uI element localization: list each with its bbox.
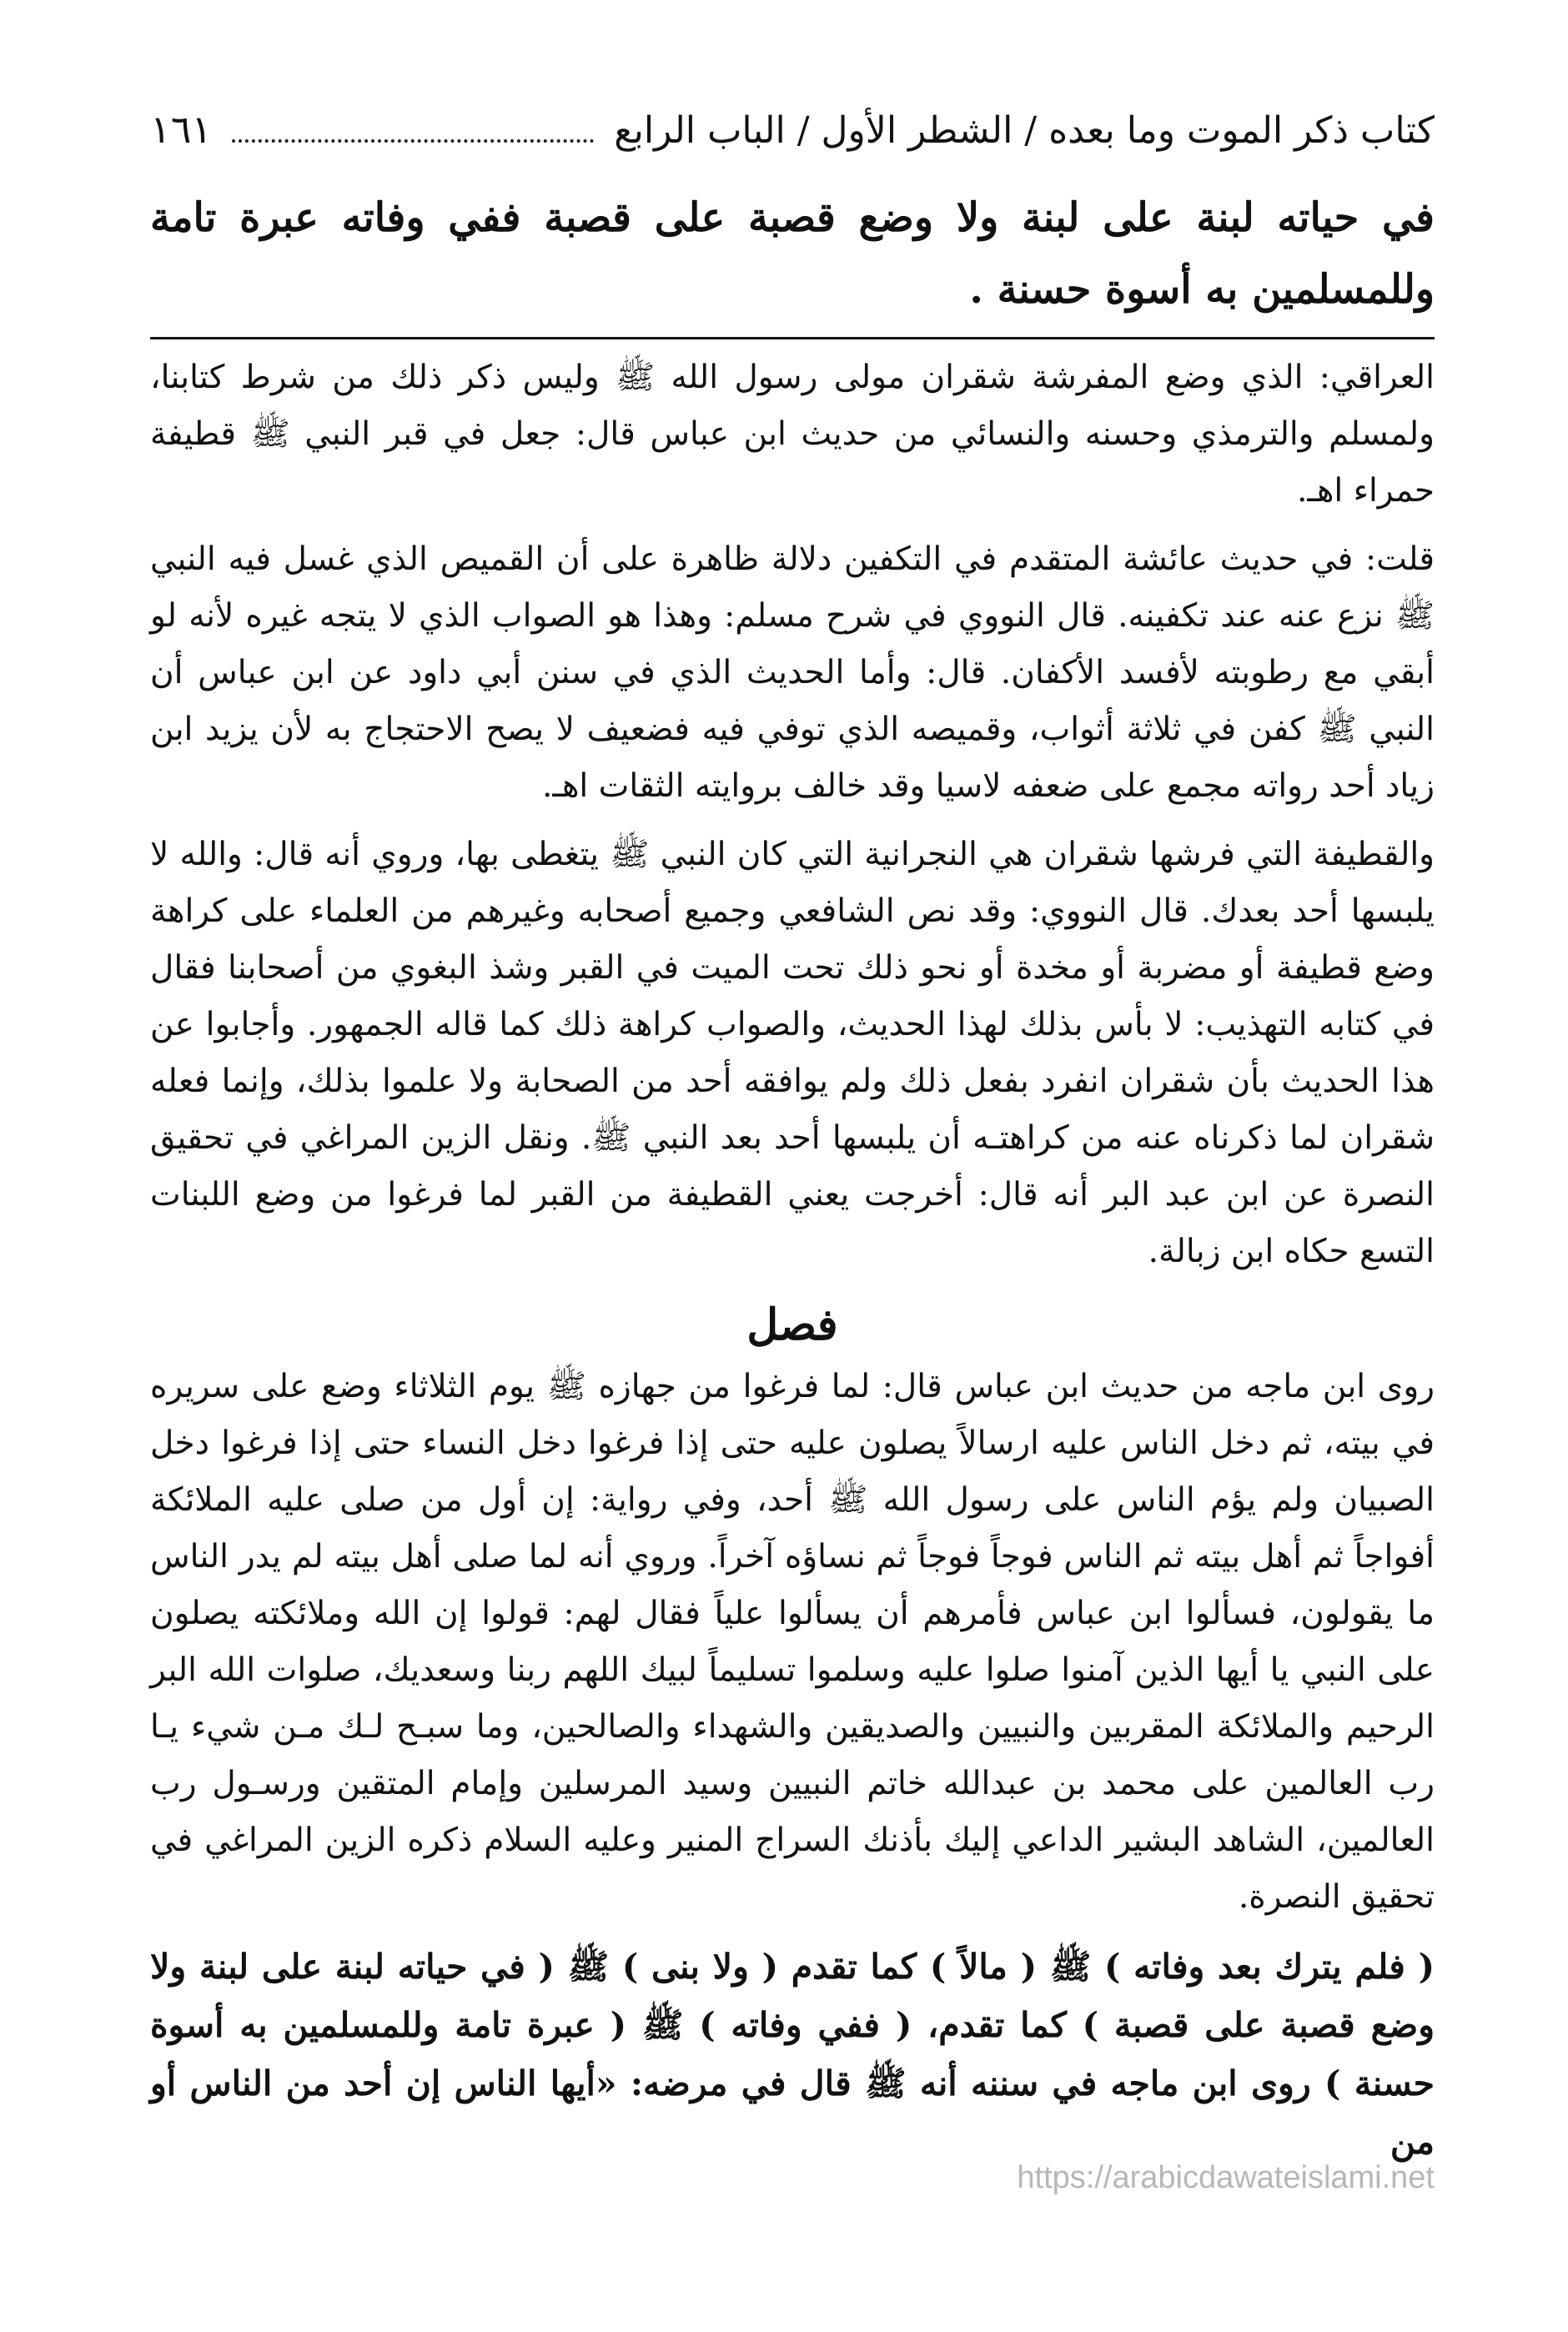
commentary-paragraph: والقطيفة التي فرشها شقران هي النجرانية التي كان النبي ﷺ يتغطى بها، وروي أنه قال: والله لا يلبسها أحد بعدك. قال النووي: وقد نص الشافعي وجميع أصحابه وغيرهم من العلماء على كراهة وضع قطيفة أو مضربة أو مخدة أو نحو ذلك تحت الميت في القبر وشذ البغوي من أصحابنا فقال في كتابه التهذيب: لا بأس بذلك لهذا الحديث، والصواب كراهة ذلك كما قاله الجمهور. وأجابوا عن هذا الحديث بأن شقران انفرد بفعل ذلك ولم يوافقه أحد من الصحابة ولا علموا بذلك، وإنما فعله شقران لما ذكرناه عنه من كراهتـه أن يلبسها أحد بعد النبي ﷺ. ونقل الزين المراغي في تحقيق النصرة عن ابن عبد البر أنه قال: أخرجت يعني القطيفة من القبر لما فرغوا من وضع اللبنات التسع حكاه ابن زبالة.: [150, 836, 1435, 1270]
leader-dots: [232, 139, 594, 143]
section-heading: فصل: [746, 1299, 838, 1350]
book-page: [150, 100, 1435, 2269]
commentary-paragraph: قلت: في حديث عائشة المتقدم في التكفين دلالة ظاهرة على أن القميص الذي غسل فيه النبي ﷺ نزع عنه عند تكفينه. قال النووي في شرح مسلم: وهذا هو الصواب الذي لا يتجه غيره لأنه لو أبقي مع رطوبته لأفسد الأكفان. قال: وأما الحديث الذي في سنن أبي داود عن ابن عباس أن النبي ﷺ كفن في ثلاثة أثواب، وقميصه الذي توفي فيه فضعيف لا يصح الاحتجاج به لأن يزيد ابن زياد أحد رواته مجمع على ضعفه لاسيا وقد خالف بروايته الثقات اهـ.: [150, 540, 1435, 805]
watermark-url: https://arabicdawateislami.net: [1017, 2160, 1435, 2195]
running-header: [150, 100, 1435, 167]
main-text: في حياته لبنة على لبنة ولا وضع قصبة على قصبة ففي وفاته عبرة تامة وللمسلمين به أسوة حسنة .: [150, 194, 1435, 313]
closing-paragraph: ( فلم يترك بعد وفاته ) ﷺ ( مالاً ) كما تقدم ( ولا بنى ) ﷺ ( في حياته لبنة على لبنة ولا وضع قصبة على قصبة ) كما تقدم، ( ففي وفاته ) ﷺ ( عبرة تامة وللمسلمين به أسوة حسنة ) روى ابن ماجه في سننه أنه ﷺ قال في مرضه: «أيها الناس إن أحد من الناس أو من: [150, 1947, 1435, 2162]
running-title: كتاب ذكر الموت وما بعده / الشطر الأول / الباب الرابع: [614, 109, 1435, 152]
separator-rule: [150, 337, 1435, 339]
page-number: ١٦١: [150, 107, 213, 152]
commentary-paragraph: العراقي: الذي وضع المفرشة شقران مولى رسول الله ﷺ وليس ذكر ذلك من شرط كتابنا، ولمسلم والترمذي وحسنه والنسائي من حديث ابن عباس قال: جعل في قبر النبي ﷺ قطيفة حمراء اهـ.: [150, 359, 1435, 510]
section-paragraph: روى ابن ماجه من حديث ابن عباس قال: لما فرغوا من جهازه ﷺ يوم الثلاثاء وضع على سريره في بيته، ثم دخل الناس عليه ارسالاً يصلون عليه حتى إذا فرغوا دخل النساء حتى إذا فرغوا دخل الصبيان ولم يؤم الناس على رسول الله ﷺ أحد، وفي رواية: إن أول من صلى عليه الملائكة أفواجاً ثم أهل بيته ثم الناس فوجاً فوجاً ثم نساؤه آخراً. وروي أنه لما صلى أهل بيته لم يدر الناس ما يقولون، فسألوا ابن عباس فأمرهم أن يسألوا علياً فقال لهم: قولوا إن الله وملائكته يصلون على النبي يا أيها الذين آمنوا صلوا عليه وسلموا تسليماً لبيك اللهم ربنا وسعديك، صلوات الله البر الرحيم والملائكة المقربين والنبيين والصديقين والشهداء والصالحين، وما سبـح لـك مـن شيء يـا رب العالمين على محمد بن عبدالله خاتم النبيين وسيد المرسلين وإمام المتقين ورسـول رب العالمين، الشاهد البشير الداعي إليك بأذنك السراج المنير وعليه السلام ذكره الزين المراغي في تحقيق النصرة.: [150, 1368, 1435, 1916]
